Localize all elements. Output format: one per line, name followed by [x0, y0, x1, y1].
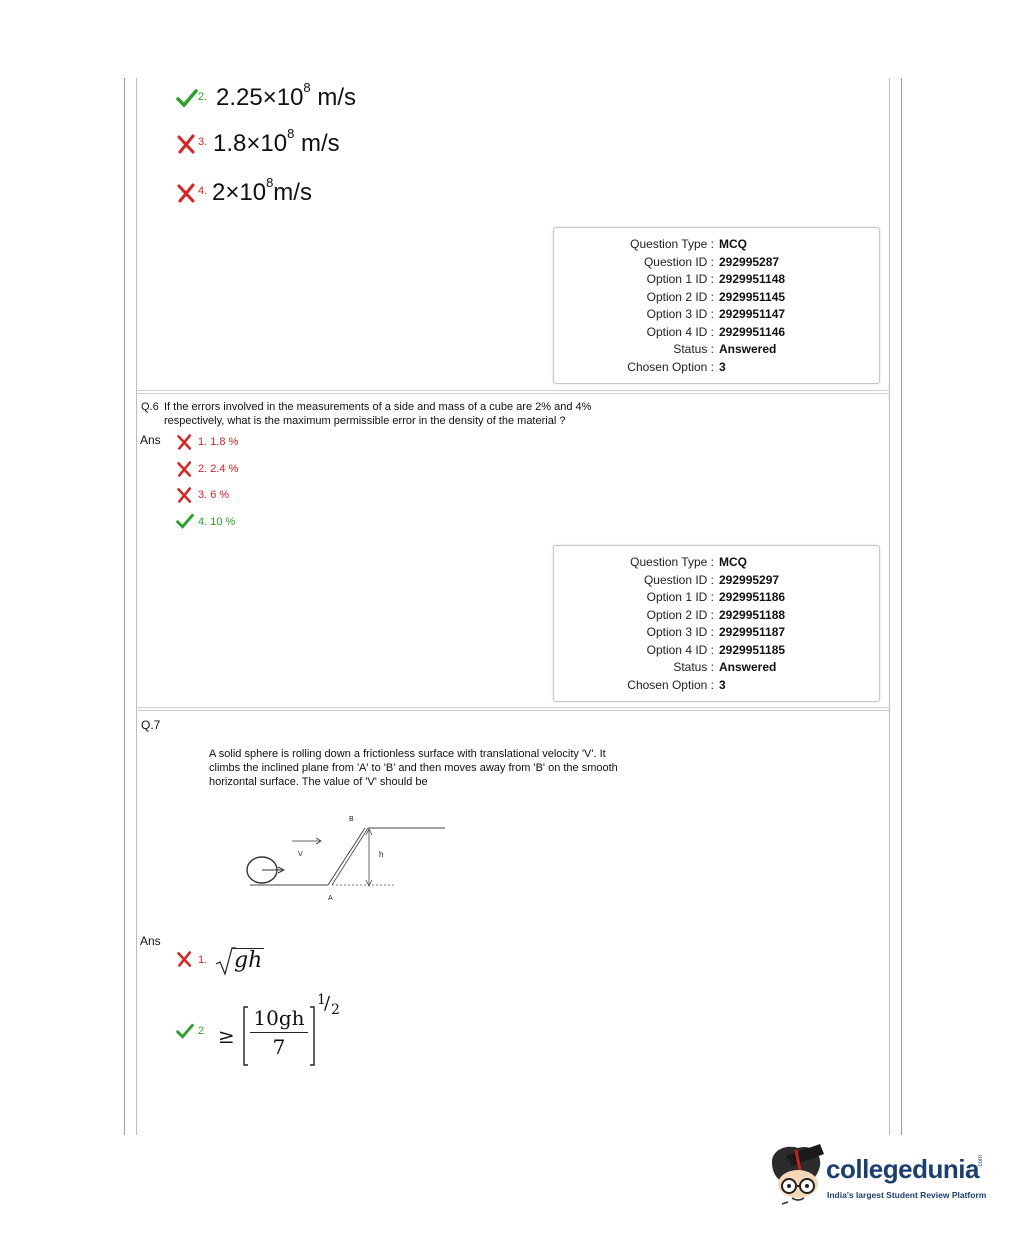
q5-option-3 [176, 128, 476, 160]
inclined-plane-figure [240, 808, 450, 908]
info-value: Answered [719, 342, 777, 356]
sphere-velocity-arrow [262, 867, 284, 873]
info-value: 2929951185 [719, 642, 786, 657]
fraction-bar [250, 1032, 308, 1033]
option-mantissa: 2.25×10 [216, 84, 304, 111]
info-row [554, 254, 879, 271]
question-separator [136, 393, 890, 394]
page-left-border [124, 78, 125, 1135]
exponent-numerator: 1 [317, 992, 326, 1008]
question-text-line: horizontal surface. The value of 'V' should be [209, 776, 428, 788]
q7-option-1 [176, 946, 376, 978]
info-key: Status : [673, 660, 714, 674]
q6-option-2 [176, 460, 376, 480]
content-left-border [136, 78, 137, 1135]
option-text: 1. 1.8 % [198, 436, 239, 448]
logo-tagline: India's largest Student Review Platform [827, 1190, 987, 1200]
option-exponent: 8 [303, 80, 311, 95]
info-key: Question Type : [630, 555, 714, 569]
label-h: h [379, 850, 384, 859]
question-info-box [553, 545, 880, 702]
info-row [554, 642, 879, 659]
exponent-slash: / [324, 993, 331, 1014]
info-key: Option 3 ID : [646, 625, 714, 639]
info-row [554, 306, 879, 323]
info-key: Chosen Option : [627, 359, 714, 374]
fraction [250, 1006, 308, 1059]
question-label: Q.6 [141, 401, 159, 413]
fraction-numerator: 10gh [253, 1006, 305, 1030]
option-exponent: 8 [266, 175, 274, 190]
info-row [554, 659, 879, 676]
content-right-border [889, 78, 890, 1135]
incline-line [328, 828, 368, 885]
exponent [316, 994, 344, 1020]
label-a: A [328, 895, 333, 902]
cross-icon [176, 950, 194, 968]
question-info-box [553, 227, 880, 384]
question-7-text [209, 747, 649, 789]
q6-option-4 [176, 512, 376, 532]
page-right-border [901, 78, 902, 1135]
question-separator [136, 390, 890, 391]
ans-label: Ans [140, 433, 161, 447]
cross-icon [176, 486, 194, 504]
info-value: 2929951188 [719, 607, 786, 622]
logo-brand-text: collegedunia [826, 1154, 979, 1184]
info-row [554, 607, 879, 624]
info-row [554, 589, 879, 606]
info-key: Option 3 ID : [646, 307, 714, 321]
info-value: 3 [719, 677, 726, 692]
question-separator [136, 707, 890, 708]
info-key: Status : [673, 342, 714, 356]
info-value: MCQ [719, 237, 747, 251]
geq-symbol: ≥ [218, 1024, 235, 1048]
info-key: Option 1 ID : [646, 590, 714, 604]
info-row [554, 324, 879, 341]
logo-com-text: .com [978, 1154, 984, 1168]
q6-option-1 [176, 433, 376, 453]
q7-option-2 [176, 994, 376, 1069]
info-row [554, 289, 879, 306]
info-key: Question ID : [643, 254, 714, 269]
info-row [554, 554, 879, 571]
question-separator [136, 710, 890, 711]
exponent-denominator: 2 [331, 1002, 340, 1018]
cross-icon [176, 134, 198, 154]
option-text: 3. 6 % [198, 489, 230, 501]
info-value: Answered [719, 660, 777, 674]
info-row [554, 624, 879, 641]
ans-label: Ans [140, 934, 161, 948]
option-mantissa: 2×10 [212, 179, 267, 206]
option-unit: m/s [273, 179, 312, 206]
option-text: 4. 10 % [198, 516, 236, 528]
label-b: B [349, 816, 354, 823]
option-number: 4. [198, 185, 208, 197]
question-text-line: A solid sphere is rolling down a frictionless surface with translational velocity 'V'. It [209, 748, 606, 760]
info-value: 2929951145 [719, 289, 786, 304]
question-text-line: If the errors involved in the measurements of a side and mass of a cube are 2% and 4% [164, 401, 592, 413]
info-value: 2929951148 [719, 272, 786, 286]
info-key: Option 1 ID : [646, 272, 714, 286]
q6-option-3 [176, 486, 376, 506]
info-key: Option 2 ID : [646, 289, 714, 304]
info-value: 2929951146 [719, 324, 786, 339]
option-unit: m/s [294, 130, 340, 157]
check-icon [176, 1022, 194, 1040]
velocity-arrow [292, 838, 321, 844]
label-v: V [298, 851, 303, 858]
info-row [554, 359, 879, 376]
collegedunia-logo[interactable] [768, 1140, 998, 1212]
info-key: Option 2 ID : [646, 607, 714, 622]
question-text-line: climbs the inclined plane from 'A' to 'B' and then moves away from 'B' on the smooth [209, 762, 618, 774]
option-mantissa: 1.8×10 [213, 130, 288, 157]
question-label: Q.7 [141, 718, 161, 732]
fraction-denominator: 7 [272, 1035, 286, 1060]
check-icon [176, 88, 198, 108]
height-arrow [366, 829, 372, 886]
mascot-icon [768, 1140, 828, 1208]
right-bracket-icon [308, 1006, 316, 1066]
info-value: MCQ [719, 555, 747, 569]
info-value: 292995297 [719, 572, 780, 587]
info-row [554, 572, 879, 589]
option-value [212, 175, 312, 207]
cross-icon [176, 460, 194, 478]
info-key: Question Type : [630, 237, 714, 251]
option-number: 2. [198, 91, 208, 103]
cross-icon [176, 433, 194, 451]
check-icon [176, 512, 194, 530]
option-value [216, 80, 356, 112]
info-value: 292995287 [719, 254, 780, 269]
question-text-line: respectively, what is the maximum permissible error in the density of the material ? [164, 415, 566, 427]
option-number: 2 [198, 1025, 205, 1037]
info-key: Question ID : [643, 572, 714, 587]
q5-option-4 [176, 177, 476, 209]
info-value: 2929951147 [719, 307, 786, 321]
info-row [554, 677, 879, 694]
info-row [554, 271, 879, 288]
option-exponent: 8 [287, 126, 295, 141]
option-unit: m/s [310, 84, 356, 111]
option-text: 2. 2.4 % [198, 463, 239, 475]
q5-option-2 [176, 82, 476, 114]
info-key: Option 4 ID : [646, 324, 714, 339]
left-bracket-icon [242, 1006, 250, 1066]
option-value [213, 126, 340, 158]
info-row [554, 236, 879, 253]
info-value: 2929951187 [719, 625, 786, 639]
info-row [554, 341, 879, 358]
info-value: 3 [719, 359, 726, 374]
info-key: Option 4 ID : [646, 642, 714, 657]
info-value: 2929951186 [719, 590, 786, 604]
option-number: 1. [198, 954, 208, 966]
option-number: 3. [198, 136, 208, 148]
cross-icon [176, 183, 198, 203]
info-key: Chosen Option : [627, 677, 714, 692]
option-expression: gh [234, 948, 263, 973]
